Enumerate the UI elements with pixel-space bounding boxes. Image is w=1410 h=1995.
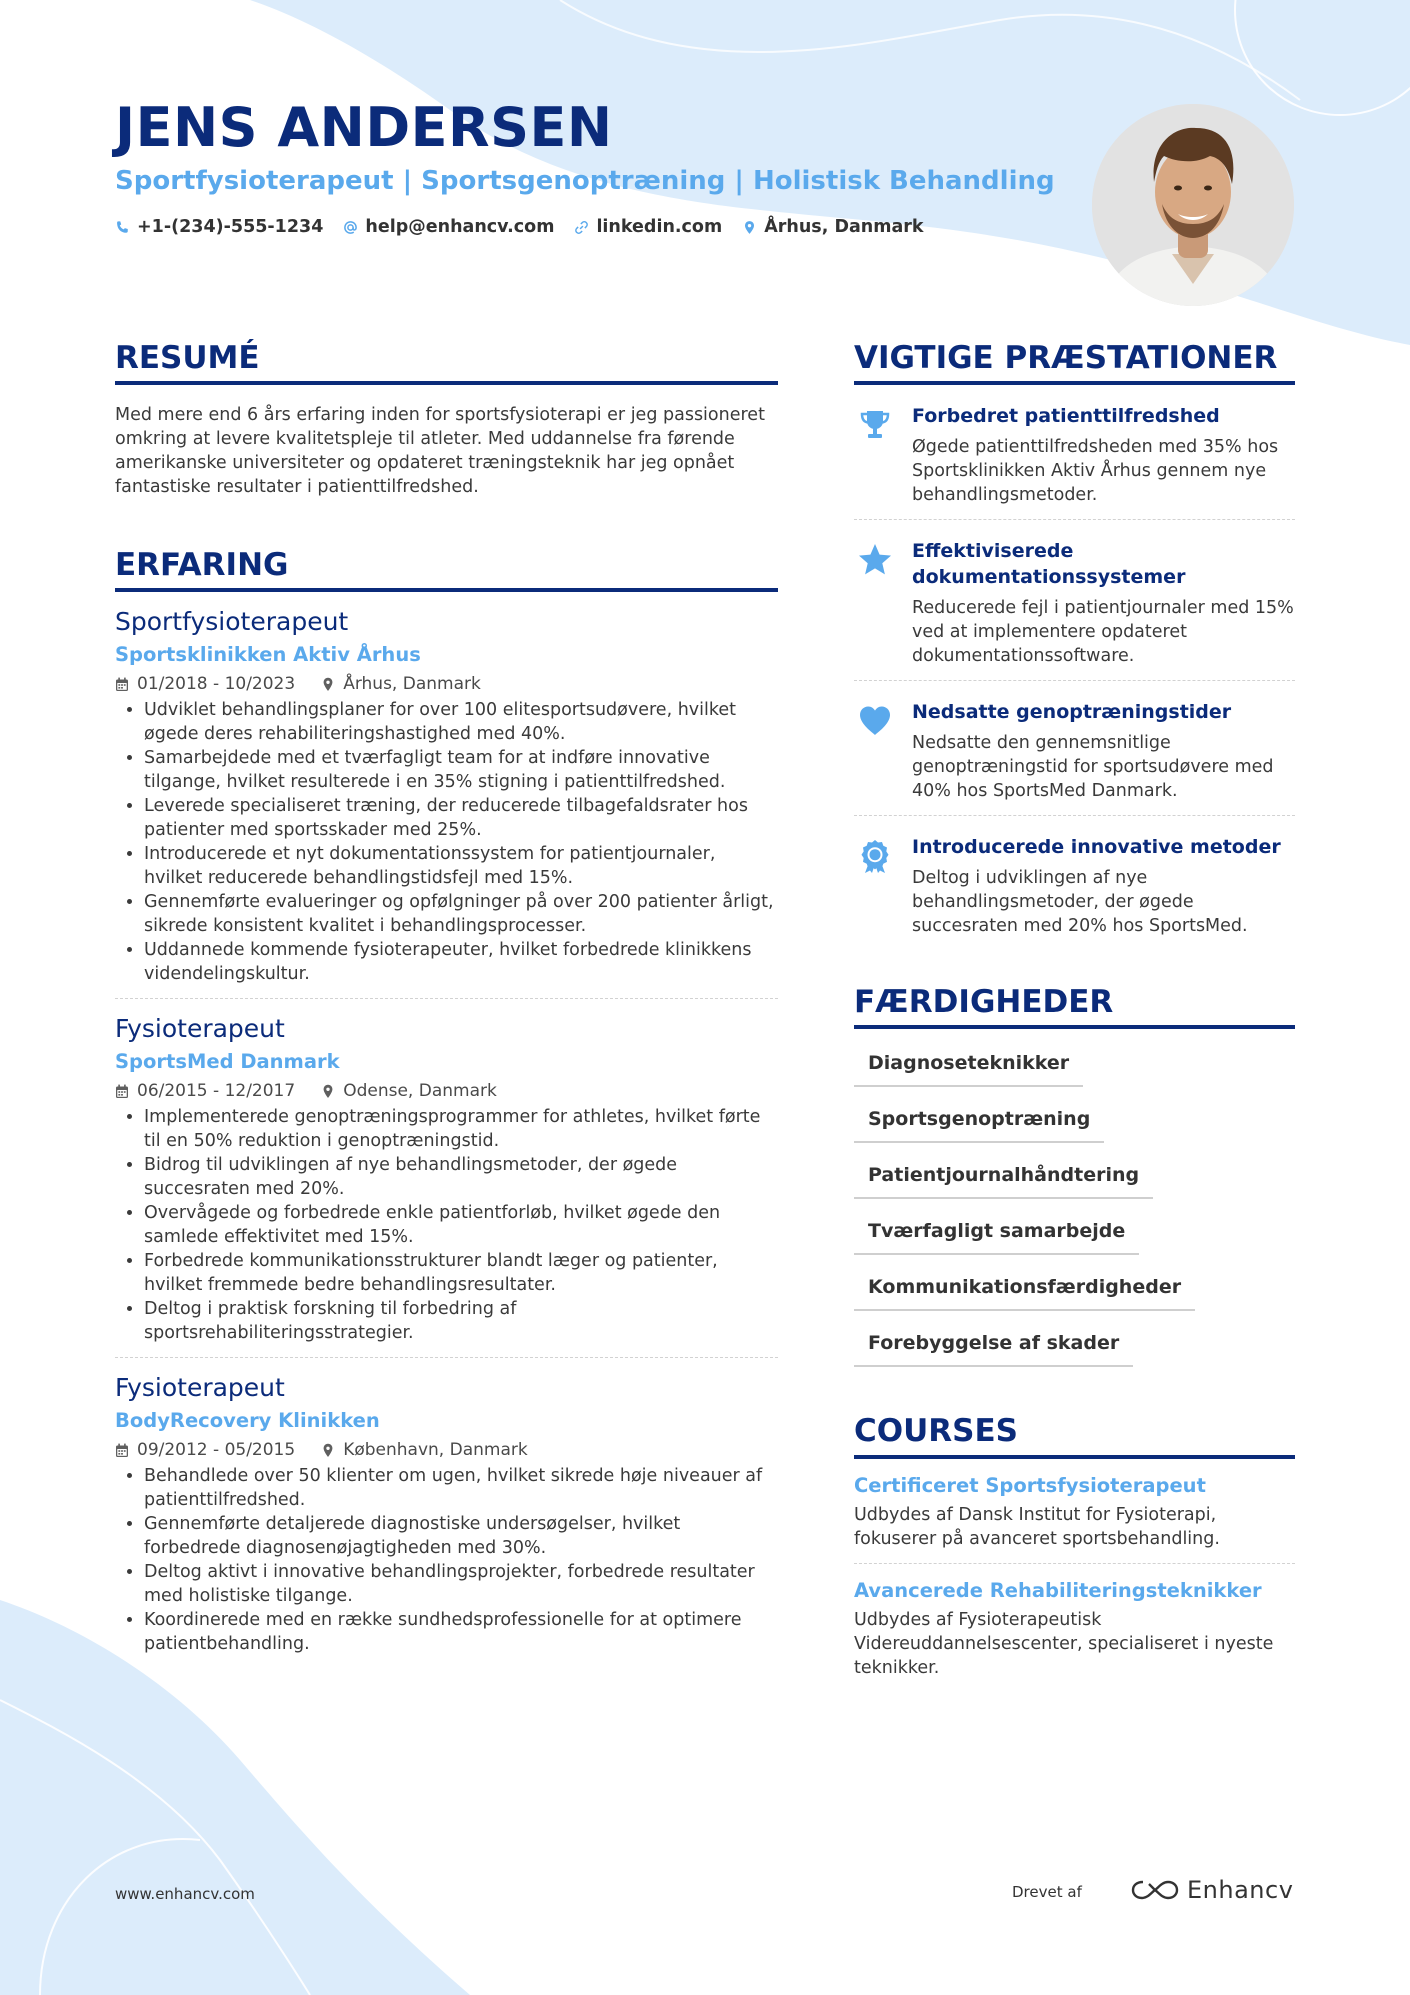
resume-heading: RESUMÉ xyxy=(115,340,778,385)
profile-photo xyxy=(1092,104,1294,306)
job-meta xyxy=(115,1438,778,1462)
job-dates xyxy=(115,1438,295,1462)
course-description: Udbydes af Fysioterapeutisk Videreuddannelsescenter, specialiseret i nyeste teknikker. xyxy=(854,1609,1274,1678)
contact-linkedin-text: linkedin.com xyxy=(596,217,723,237)
job-location-text: København, Danmark xyxy=(343,1440,528,1461)
courses-section xyxy=(854,1413,1295,1691)
job-entry xyxy=(115,999,778,1358)
job-title: Fysioterapeut xyxy=(115,1373,285,1403)
contact-phone-text: +1-(234)-555-1234 xyxy=(137,217,324,237)
achievement-title: Forbedret patienttilfredshed xyxy=(912,405,1220,428)
job-bullet: • Gennemførte evalueringer og opfølgninger på over 200 patienter årligt, sikrede konsistent kvalitet i behandlingsprocesser. xyxy=(144,890,778,938)
award-ribbon-icon xyxy=(857,838,893,874)
course-description: Udbydes af Dansk Institut for Fysioterapi, fokuserer på avanceret sportsbehandling. xyxy=(854,1504,1220,1549)
experience-heading: ERFARING xyxy=(115,547,778,592)
skill-tag: Sportsgenoptræning xyxy=(854,1101,1104,1143)
contact-email[interactable] xyxy=(343,217,554,237)
job-bullets xyxy=(115,1105,778,1345)
contact-linkedin[interactable] xyxy=(574,217,722,237)
location-pin-icon xyxy=(321,1443,335,1458)
job-meta xyxy=(115,672,778,696)
job-bullet: • Gennemførte detaljerede diagnostiske undersøgelser, hvilket forbedrede diagnosenøjagtigheden med 30%. xyxy=(144,1512,778,1560)
contact-email-text: help@enhancv.com xyxy=(365,217,555,237)
job-bullet: • Samarbejdede med et tværfagligt team for at indføre innovative tilgange, hvilket resulterede i en 35% stigning i patienttilfredshed. xyxy=(144,746,778,794)
skill-tag: Diagnoseteknikker xyxy=(854,1045,1083,1087)
right-column xyxy=(854,340,1295,1692)
achievements-section xyxy=(854,340,1295,950)
job-bullet: • Udviklet behandlingsplaner for over 100 elitesportsudøvere, hvilket øgede deres rehabiliteringshastighed med 40%. xyxy=(144,698,778,746)
job-bullet: • Bidrog til udviklingen af nye behandlingsmetoder, der øgede succesraten med 20%. xyxy=(144,1153,778,1201)
calendar-icon xyxy=(115,677,129,692)
candidate-name: JENS ANDERSEN xyxy=(115,96,613,159)
job-bullet: • Deltog i praktisk forskning til forbedring af sportsrehabiliteringsstrategier. xyxy=(144,1297,778,1345)
job-location xyxy=(321,672,481,696)
achievement-item xyxy=(854,520,1295,681)
job-bullets xyxy=(115,1464,778,1656)
contact-location xyxy=(742,217,923,237)
trophy-icon xyxy=(857,407,893,443)
job-title: Sportfysioterapeut xyxy=(115,607,349,637)
achievements-heading: VIGTIGE PRÆSTATIONER xyxy=(854,340,1295,385)
link-icon xyxy=(574,220,589,235)
skills-heading: FÆRDIGHEDER xyxy=(854,984,1295,1029)
resume-summary: Med mere end 6 års erfaring inden for sportsfysioterapi er jeg passioneret omkring at levere kvalitetspleje til atleter. Med uddannelse fra førende amerikanske universiteter og opdateret træningsteknik har jeg opnået fantastiske resultater i patienttilfredshed. xyxy=(115,405,765,498)
star-icon xyxy=(857,542,893,578)
job-bullet: • Deltog aktivt i innovative behandlingsprojekter, forbedrede resultater med holistiske tilgange. xyxy=(144,1560,778,1608)
at-icon xyxy=(343,220,358,235)
contact-bar xyxy=(115,217,924,237)
calendar-icon xyxy=(115,1084,129,1099)
footer-url-link[interactable]: www.enhancv.com xyxy=(115,1885,255,1903)
experience-section xyxy=(115,547,778,1668)
job-dates-text: 01/2018 - 10/2023 xyxy=(137,674,296,695)
job-bullet: • Overvågede og forbedrede enkle patientforløb, hvilket øgede den samlede effektivitet med 15%. xyxy=(144,1201,778,1249)
achievement-item xyxy=(854,816,1295,950)
contact-location-text: Århus, Danmark xyxy=(764,217,924,237)
footer-powered-by: Drevet af xyxy=(1012,1883,1082,1901)
location-pin-icon xyxy=(321,1084,335,1099)
job-location-text: Odense, Danmark xyxy=(343,1081,497,1102)
job-dates-text: 09/2012 - 05/2015 xyxy=(137,1440,296,1461)
achievement-title: Introducerede innovative metoder xyxy=(912,836,1281,859)
enhancv-logo[interactable] xyxy=(1131,1876,1293,1904)
contact-phone[interactable] xyxy=(115,217,323,237)
candidate-tagline: Sportfysioterapeut | Sportsgenoptræning | Holistisk Behandling xyxy=(115,166,1055,196)
job-bullet: • Introducerede et nyt dokumentationssystem for patientjournaler, hvilket reducerede behandlingstidsfejl med 15%. xyxy=(144,842,778,890)
achievement-title: Nedsatte genoptræningstider xyxy=(912,701,1232,724)
achievement-description: Øgede patienttilfredsheden med 35% hos Sportsklinikken Aktiv Århus gennem nye behandlingsmetoder. xyxy=(912,437,1279,506)
course-title: Avancerede Rehabiliteringsteknikker xyxy=(854,1578,1262,1602)
job-bullet: • Leverede specialiseret træning, der reducerede tilbagefaldsrater hos patienter med sportsskader med 25%. xyxy=(144,794,778,842)
skill-tag: Patientjournalhåndtering xyxy=(854,1157,1153,1199)
achievement-description: Deltog i udviklingen af nye behandlingsmetoder, der øgede succesraten med 20% hos SportsMed. xyxy=(912,868,1248,937)
skill-tag: Forebyggelse af skader xyxy=(854,1325,1133,1367)
course-item xyxy=(854,1564,1295,1692)
job-dates xyxy=(115,672,295,696)
job-dates xyxy=(115,1079,295,1103)
location-pin-icon xyxy=(321,677,335,692)
phone-icon xyxy=(115,220,130,235)
brand-name: Enhancv xyxy=(1187,1876,1294,1904)
course-item xyxy=(854,1459,1295,1564)
course-title: Certificeret Sportsfysioterapeut xyxy=(854,1473,1206,1497)
calendar-icon xyxy=(115,1443,129,1458)
job-company: SportsMed Danmark xyxy=(115,1050,340,1074)
achievement-title: Effektiviserede dokumentationssystemer xyxy=(912,540,1186,589)
job-location xyxy=(321,1079,497,1103)
left-column xyxy=(115,340,778,1668)
job-bullet: • Behandlede over 50 klienter om ugen, hvilket sikrede høje niveauer af patienttilfredshed. xyxy=(144,1464,778,1512)
skill-tag: Kommunikationsfærdigheder xyxy=(854,1269,1195,1311)
job-dates-text: 06/2015 - 12/2017 xyxy=(137,1081,296,1102)
achievement-item xyxy=(854,385,1295,520)
achievement-item xyxy=(854,681,1295,816)
achievement-description: Nedsatte den gennemsnitlige genoptræningstid for sportsudøvere med 40% hos SportsMed Danmark. xyxy=(912,733,1274,802)
infinity-logo-icon xyxy=(1131,1878,1179,1902)
job-meta xyxy=(115,1079,778,1103)
job-entry xyxy=(115,1358,778,1668)
heart-icon xyxy=(857,703,893,739)
job-bullet: • Uddannede kommende fysioterapeuter, hvilket forbedrede klinikkens videndelingskultur. xyxy=(144,938,778,986)
job-entry xyxy=(115,592,778,999)
job-bullet: • Implementerede genoptræningsprogrammer for athletes, hvilket førte til en 50% reduktion i genoptræningstid. xyxy=(144,1105,778,1153)
location-pin-icon xyxy=(742,220,757,235)
job-location-text: Århus, Danmark xyxy=(343,674,481,695)
job-title: Fysioterapeut xyxy=(115,1014,285,1044)
job-company: Sportsklinikken Aktiv Århus xyxy=(115,643,421,667)
skills-section xyxy=(854,984,1295,1367)
job-bullet: • Forbedrede kommunikationsstrukturer blandt læger og patienter, hvilket fremmede bedre behandlingsresultater. xyxy=(144,1249,778,1297)
skills-list xyxy=(854,1045,1295,1367)
job-bullet: • Koordinerede med en række sundhedsprofessionelle for at optimere patientbehandling. xyxy=(144,1608,778,1656)
courses-heading: COURSES xyxy=(854,1413,1295,1458)
job-bullets xyxy=(115,698,778,986)
job-location xyxy=(321,1438,528,1462)
resume-section xyxy=(115,340,778,499)
achievement-description: Reducerede fejl i patientjournaler med 15% ved at implementere opdateret dokumentationssoftware. xyxy=(912,598,1294,667)
job-company: BodyRecovery Klinikken xyxy=(115,1409,380,1433)
skill-tag: Tværfagligt samarbejde xyxy=(854,1213,1139,1255)
